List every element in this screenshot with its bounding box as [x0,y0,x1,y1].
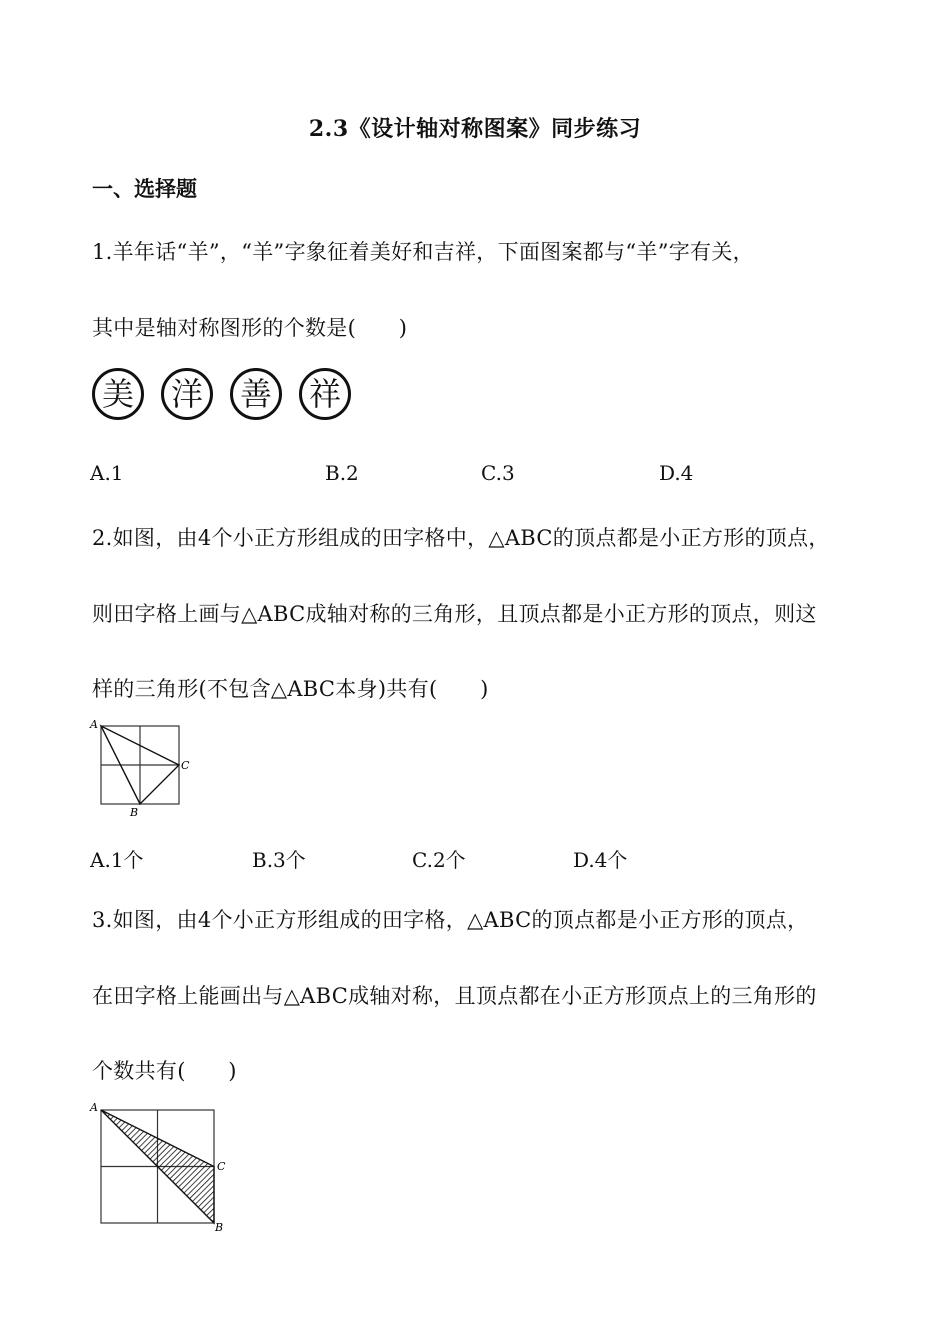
q3-text-line3: 个数共有( ) [92,1059,237,1083]
q3-label-b: B [215,1221,224,1232]
q3-label-a: A [90,1101,98,1114]
q1-text-line2: 其中是轴对称图形的个数是( ) [92,316,408,340]
q3-text-line1: 3.如图，由4个小正方形组成的田字格，△ABC的顶点都是小正方形的顶点， [92,908,809,932]
q3-figure [86,1098,236,1232]
glyph-shan: 善 [230,368,282,420]
section-heading: 一、选择题 [92,176,197,201]
glyph-mei: 美 [92,368,144,420]
q1-text-line1: 1.羊年话“羊”，“羊”字象征着美好和吉祥，下面图案都与“羊”字有关， [92,240,754,264]
glyph-xiang: 祥 [299,368,351,420]
q2-option-b: B.3个 [252,848,306,872]
q2-text-line1: 2.如图，由4个小正方形组成的田字格中，△ABC的顶点都是小正方形的顶点， [92,526,830,550]
glyph-yang-ocean: 洋 [161,368,213,420]
q1-option-c: C.3 [481,461,515,485]
q3-label-c: C [217,1160,226,1173]
q2-label-a: A [90,718,98,731]
q1-glyph-row [92,368,351,420]
q2-label-b: B [130,806,139,819]
page-title: 2.3《设计轴对称图案》同步练习 [308,116,642,142]
q2-figure [86,716,196,822]
q2-option-c: C.2个 [412,848,466,872]
q2-text-line2: 则田字格上画与△ABC成轴对称的三角形，且顶点都是小正方形的顶点，则这 [92,602,817,626]
q2-label-c: C [181,759,190,772]
q1-option-a: A.1 [90,461,124,485]
q2-text-line3: 样的三角形(不包含△ABC本身)共有( ) [92,677,489,701]
q2-option-d: D.4个 [573,848,628,872]
q1-option-b: B.2 [325,461,359,485]
q1-option-d: D.4 [659,461,694,485]
q2-option-a: A.1个 [90,848,144,872]
q3-text-line2: 在田字格上能画出与△ABC成轴对称，且顶点都在小正方形顶点上的三角形的 [92,984,817,1008]
